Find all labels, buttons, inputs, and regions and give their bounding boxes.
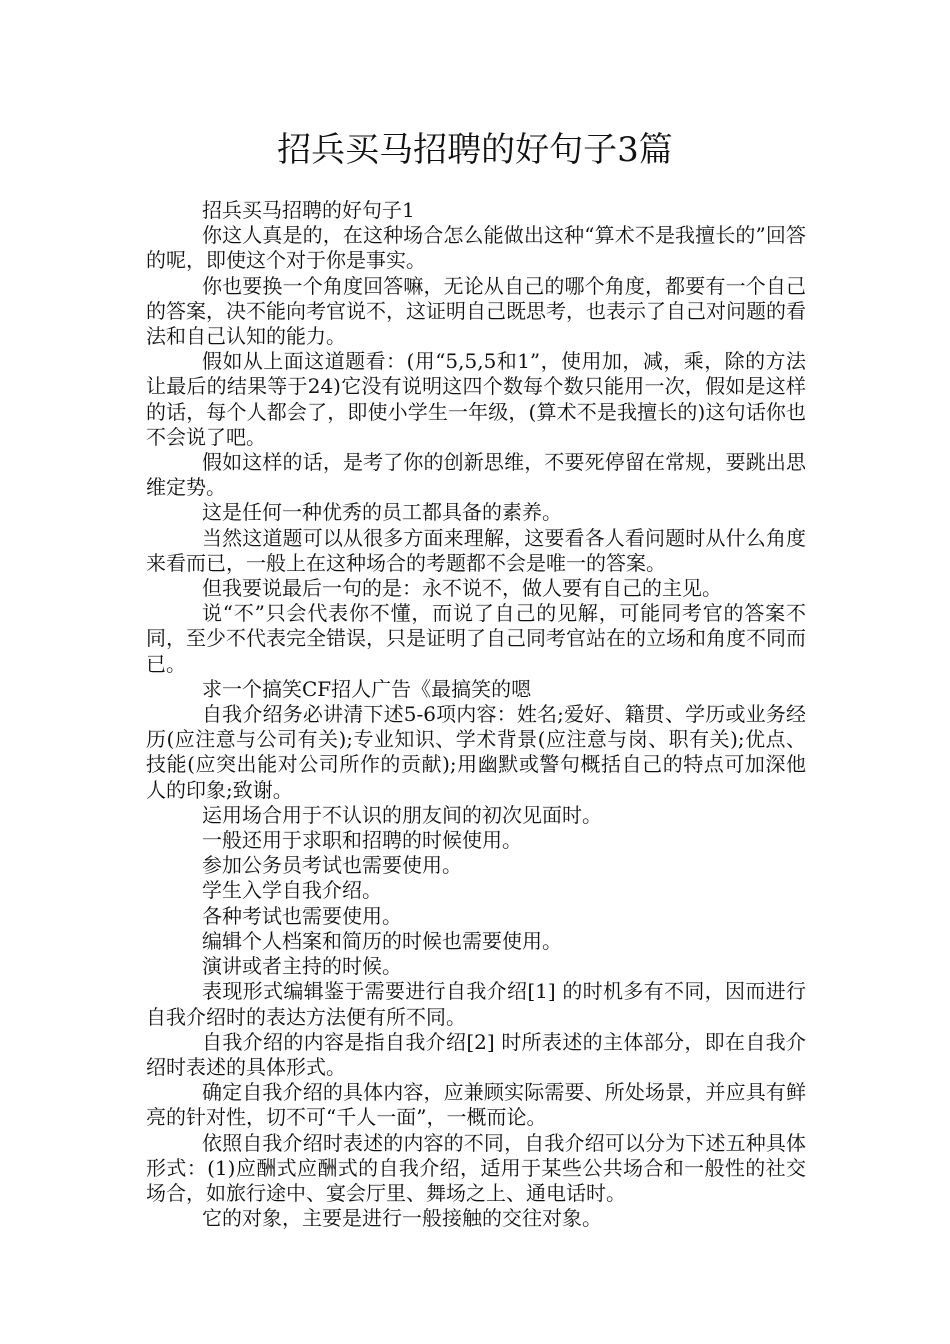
paragraph: 学生入学自我介绍。 xyxy=(202,878,382,903)
paragraph: 它的对象，主要是进行一般接触的交往对象。 xyxy=(202,1206,602,1231)
paragraph: 说“不”只会代表你不懂，而说了自己的见解，可能同考官的答案不同，至少不代表完全错误，只是证明了自己同考官站在的立场和角度不同而已。 xyxy=(146,601,806,676)
paragraph: 假如这样的话，是考了你的创新思维，不要死停留在常规，要跳出思维定势。 xyxy=(146,450,806,500)
paragraph: 一般还用于求职和招聘的时候使用。 xyxy=(202,828,522,853)
paragraph: 但我要说最后一句的是：永不说不，做人要有自己的主见。 xyxy=(202,576,722,601)
document-body xyxy=(146,198,806,1231)
paragraph: 运用场合用于不认识的朋友间的初次见面时。 xyxy=(202,802,602,827)
paragraph: 表现形式编辑鉴于需要进行自我介绍[1] 的时机多有不同，因而进行自我介绍时的表达方法便有所不同。 xyxy=(146,979,806,1029)
paragraph: 你这人真是的，在这种场合怎么能做出这种“算术不是我擅长的”回答的呢，即使这个对于你是事实。 xyxy=(146,223,806,273)
paragraph: 假如从上面这道题看：(用“5,5,5和1”，使用加，减，乘，除的方法让最后的结果等于24)它没有说明这四个数每个数只能用一次，假如是这样的话，每个人都会了，即使小学生一年级，(算术不是我擅长的)这句话你也不会说了吧。 xyxy=(146,349,806,449)
paragraph: 演讲或者主持的时候。 xyxy=(202,954,402,979)
paragraph: 求一个搞笑CF招人广告《最搞笑的嗯 xyxy=(202,676,532,701)
paragraph: 各种考试也需要使用。 xyxy=(202,903,402,928)
paragraph: 编辑个人档案和简历的时候也需要使用。 xyxy=(202,928,562,953)
document-title: 招兵买马招聘的好句子3篇 xyxy=(277,130,673,170)
paragraph: 当然这道题可以从很多方面来理解，这要看各人看问题时从什么角度来看而已，一般上在这种场合的考题都不会是唯一的答案。 xyxy=(146,525,806,575)
paragraph: 招兵买马招聘的好句子1 xyxy=(202,198,415,222)
paragraph: 参加公务员考试也需要使用。 xyxy=(202,853,462,878)
paragraph: 确定自我介绍的具体内容，应兼顾实际需要、所处场景，并应具有鲜亮的针对性，切不可“千人一面”，一概而论。 xyxy=(146,1080,806,1130)
paragraph: 自我介绍的内容是指自我介绍[2] 时所表述的主体部分，即在自我介绍时表述的具体形式。 xyxy=(146,1029,806,1079)
paragraph: 自我介绍务必讲清下述5-6项内容：姓名;爱好、籍贯、学历或业务经历(应注意与公司有关);专业知识、学术背景(应注意与岗、职有关);优点、技能(应突出能对公司所作的贡献);用幽默或警句概括自己的特点可加深他人的印象;致谢。 xyxy=(146,702,806,802)
paragraph: 依照自我介绍时表述的内容的不同，自我介绍可以分为下述五种具体形式：(1)应酬式应酬式的自我介绍，适用于某些公共场合和一般性的社交场合，如旅行途中、宴会厅里、舞场之上、通电话时。 xyxy=(146,1130,806,1205)
paragraph: 这是任何一种优秀的员工都具备的素养。 xyxy=(202,500,562,525)
paragraph: 你也要换一个角度回答嘛，无论从自己的哪个角度，都要有一个自己的答案，决不能向考官说不，这证明自己既思考，也表示了自己对问题的看法和自己认知的能力。 xyxy=(146,273,806,349)
